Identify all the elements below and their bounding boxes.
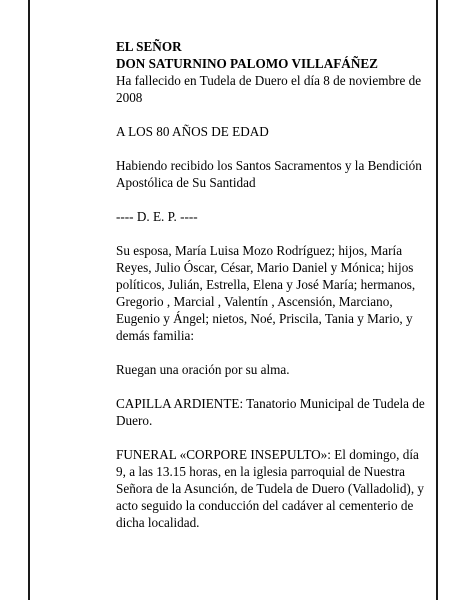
funeral-info: FUNERAL «CORPORE INSEPULTO»: El domingo, día 9, a las 13.15 horas, en la iglesia parroquial de Nuestra Señora de la Asunción, de Tudela de Duero (Valladolid), y acto seguido la conducción del cadáver al cementerio de dicha localidad. [116, 447, 425, 530]
rip-line: ---- D. E. P. ---- [116, 209, 198, 224]
sacraments-line: Habiendo recibido los Santos Sacramentos y la Bendición Apostólica de Su Santidad [116, 158, 422, 190]
right-border-rule [436, 0, 438, 600]
deceased-name: DON SATURNINO PALOMO VILLAFÁÑEZ [116, 56, 378, 71]
obituary-notice [116, 38, 428, 531]
death-notice: Ha fallecido en Tudela de Duero el día 8 de noviembre de 2008 [116, 73, 422, 105]
prayer-request: Ruegan una oración por su alma. [116, 362, 290, 377]
chapel-info: CAPILLA ARDIENTE: Tanatorio Municipal de Tudela de Duero. [116, 396, 425, 428]
title-line-1: EL SEÑOR [116, 39, 182, 54]
family-paragraph: Su esposa, María Luisa Mozo Rodríguez; hijos, María Reyes, Julio Óscar, César, Mario Daniel y Mónica; hijos políticos, Julián, Estrella, Elena y José María; hermanos, Gregorio , Marcial , Valentín , Ascensión, Marciano, Eugenio y Ángel; nietos, Noé, Priscila, Tania y Mario, y demás familia: [116, 243, 416, 343]
left-border-rule [28, 0, 30, 600]
age-line: A LOS 80 AÑOS DE EDAD [116, 124, 269, 139]
